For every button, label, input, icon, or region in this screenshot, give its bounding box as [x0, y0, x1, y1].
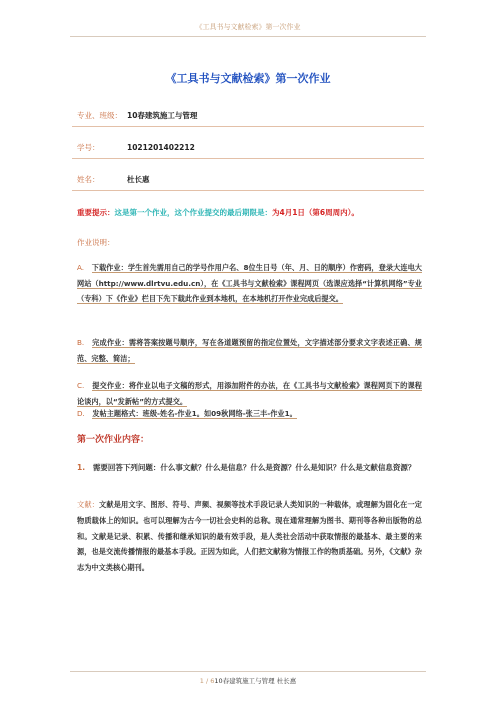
instruction-a — [77, 260, 422, 307]
field-value: 杜长惠 — [127, 175, 150, 184]
footer-divider — [70, 671, 426, 672]
field-divider — [72, 158, 424, 159]
field-name — [77, 174, 150, 185]
important-notice — [77, 207, 359, 218]
instruction-marker: A. — [77, 263, 85, 272]
header-divider — [70, 36, 426, 37]
instruction-text: 发帖主题格式：班级-姓名-作业1。如09秋网络-张三丰-作业1。 — [92, 409, 297, 418]
document-title: 《工具书与文献检索》第一次作业 — [165, 72, 331, 85]
page-footer — [0, 676, 496, 685]
instruction-marker: D. — [77, 409, 85, 418]
instruction-marker: B. — [77, 338, 85, 347]
answer-marker: 文献： — [77, 500, 100, 509]
running-header: 《工具书与文献检索》第一次作业 — [195, 23, 301, 31]
notice-key: 重要提示： — [77, 208, 115, 217]
notice-text: 这是第一个作业，这个作业提交的最后期限是： — [114, 208, 272, 217]
instruction-text: 完成作业：需将答案按题号顺序，写在各道题预留的指定位置处，文字描述部分要求文字表述正确、规范、完整、简洁； — [77, 338, 422, 363]
answer-literature — [77, 497, 422, 576]
field-divider — [72, 190, 424, 191]
field-major-class — [77, 110, 197, 121]
instruction-marker: C. — [77, 381, 85, 390]
notice-deadline: 为4月1日（第6周周内）。 — [272, 208, 359, 217]
field-label: 学号： — [77, 143, 100, 152]
section-heading: 第一次作业内容： — [77, 435, 150, 445]
answer-text: 文献是用文字、图形、符号、声频、视频等技术手段记录人类知识的一种载体，或理解为固化在一定物质载体上的知识。也可以理解为古今一切社会史料的总称。现在通常理解为图书、期刊等各种出版物的总和。文献是记录、积累、传播和继承知识的最有效手段，是人类社会活动中获取情报的最基本、最主要的来源，也是交流传播情报的最基本手段。正因为如此，人们把文献称为情报工作的物质基础。另外，《文献》杂志为中文类核心期刊。 — [77, 500, 422, 573]
instruction-b — [77, 335, 422, 366]
field-divider — [72, 126, 424, 127]
instruction-d — [77, 406, 422, 422]
field-value: 1021201402212 — [127, 143, 195, 152]
question-marker: 1. — [77, 463, 86, 472]
field-value: 10春建筑施工与管理 — [127, 111, 198, 120]
instruction-text: 下载作业：学生首先需用自己的学号作用户名、8位生日号（年、月、日的顺序）作密码，登录大连电大网站（http://www.dlrtvu.edu.cn），在《工具书与文献检索》课程网页（选课应选择“计算机网络”专业（专科）下《作业》栏目下先下载此作业到本地机，在本地机打开作业完成后提交。 — [77, 263, 422, 303]
field-label: 专业、班级： — [77, 111, 122, 120]
question-text: 需要回答下列问题：什么事文献？什么是信息？什么是资源？什么是知识？什么是文献信息资源？ — [92, 463, 416, 472]
field-label: 姓名： — [77, 175, 100, 184]
field-student-id — [77, 142, 195, 153]
instructions-label: 作业说明： — [77, 238, 115, 247]
question-1 — [77, 460, 422, 476]
footer-text: 10春建筑施工与管理 杜长惠 — [214, 677, 297, 685]
page-number: 1 / 6 — [199, 677, 215, 685]
instruction-text: 提交作业：将作业以电子文稿的形式，用添加附件的办法，在《工具书与文献检索》课程网页下的课程论谈内，以“发新帖”的方式提交。 — [77, 381, 422, 406]
instruction-c — [77, 378, 422, 409]
